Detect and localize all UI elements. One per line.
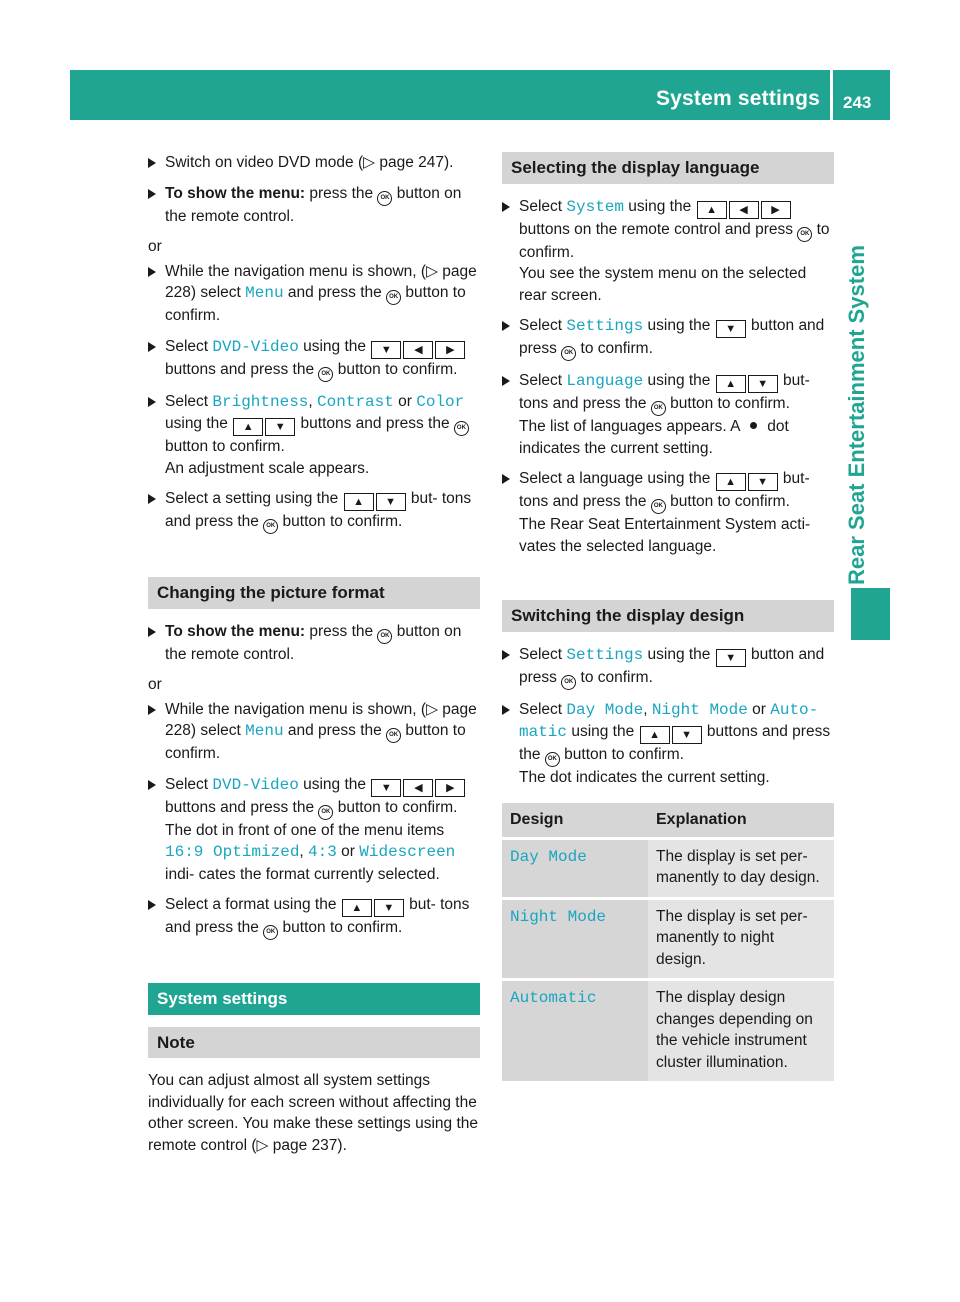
left-key-icon: ◀: [403, 341, 433, 359]
down-key-icon: ▼: [672, 726, 702, 744]
down-key-icon: ▼: [716, 320, 746, 338]
up-key-icon: ▲: [716, 473, 746, 491]
step: Select a setting using the ▲ ▼ but- tons and press the OK button to confirm.: [148, 488, 480, 534]
ok-button-icon: OK: [263, 925, 278, 940]
menu-item-ref: Menu: [245, 722, 284, 740]
up-key-icon: ▲: [233, 418, 263, 436]
page-title: System settings: [655, 87, 820, 110]
page-ref-arrow-icon: ▷: [426, 700, 438, 718]
down-key-icon: ▼: [371, 341, 401, 359]
step: Select DVD-Video using the ▼ ◀ ▶ buttons and press the OK button to confirm. The dot in front of one of the menu items 16:9 Optimized, 4:3 or Widescreen indi- cates the format currently selected.: [148, 774, 480, 886]
step: Select a format using the ▲ ▼ but- tons and press the OK button to confirm.: [148, 894, 480, 940]
ok-button-icon: OK: [318, 367, 333, 382]
design-explanation: The display design changes depending on the vehicle instrument cluster illumination.: [648, 981, 834, 1084]
step: Select Settings using the ▼ button and press OK to confirm.: [502, 644, 834, 690]
step: Select Language using the ▲ ▼ but- tons and press the OK button to confirm. The list of languages appears. A dot indicates the current setting.: [502, 370, 834, 459]
or-text: or: [148, 238, 162, 255]
menu-item-ref: DVD-Video: [212, 337, 299, 356]
design-option: Night Mode: [510, 907, 607, 926]
menu-item-ref: Widescreen: [359, 843, 456, 861]
page-ref-arrow-icon: ▷: [426, 262, 438, 280]
design-explanation: The display is set per- manently to day design.: [648, 840, 834, 900]
menu-item-ref: Menu: [245, 284, 284, 302]
menu-item-ref: Color: [416, 392, 465, 411]
right-key-icon: ▶: [435, 341, 465, 359]
step: Select a language using the ▲ ▼ but- tons and press the OK button to confirm. The Rear Seat Entertainment System acti- vates the selected language.: [502, 468, 834, 557]
table-header-row: [502, 803, 834, 840]
left-key-icon: ◀: [403, 779, 433, 797]
menu-item-ref: Auto- matic: [519, 700, 819, 741]
selection-dot-icon: [750, 422, 757, 429]
table-row: [502, 900, 834, 982]
design-option: Automatic: [510, 989, 597, 1007]
up-key-icon: ▲: [640, 726, 670, 744]
side-section-title: Rear Seat Entertainment System: [844, 245, 869, 585]
ok-button-icon: OK: [263, 519, 278, 534]
step: While the navigation menu is shown, (▷ page 228) select Menu and press the OK button to confirm.: [148, 261, 480, 327]
menu-item-ref: Language: [566, 372, 644, 390]
down-key-icon: ▼: [716, 649, 746, 667]
section-heading-picture-format: Changing the picture format: [148, 577, 480, 609]
down-key-icon: ▼: [265, 418, 295, 436]
section-heading-system-settings: System settings: [148, 983, 480, 1015]
header-divider: [830, 70, 833, 120]
menu-item-ref: DVD-Video: [212, 775, 299, 794]
step: While the navigation menu is shown, (▷ page 228) select Menu and press the OK button to confirm.: [148, 699, 480, 765]
menu-item-ref: Settings: [566, 645, 644, 664]
ok-button-icon: OK: [651, 499, 666, 514]
or-text: or: [148, 676, 162, 693]
right-key-icon: ▶: [435, 779, 465, 797]
side-tab-block: [851, 588, 890, 640]
ok-button-icon: OK: [377, 629, 392, 644]
up-key-icon: ▲: [342, 899, 372, 917]
section-heading-display-language: Selecting the display language: [502, 152, 834, 184]
up-key-icon: ▲: [697, 201, 727, 219]
step: Select System using the ▲ ◀ ▶ buttons on the remote control and press OK to confirm. You see the system menu on the selected rear screen.: [502, 196, 834, 307]
right-column: [502, 152, 834, 1084]
ok-button-icon: OK: [561, 346, 576, 361]
table-row: [502, 840, 834, 900]
ok-button-icon: OK: [454, 421, 469, 436]
ok-button-icon: OK: [386, 728, 401, 743]
design-table: [502, 803, 834, 1085]
menu-item-ref: Night Mode: [651, 700, 748, 719]
table-header-explanation: Explanation: [648, 803, 834, 840]
menu-item-ref: Settings: [566, 317, 644, 335]
step: To show the menu: press the OK button on the remote control.: [148, 183, 480, 228]
page-ref-arrow-icon: ▷: [363, 154, 376, 171]
step: To show the menu: press the OK button on the remote control.: [148, 621, 480, 666]
step: Select DVD-Video using the ▼ ◀ ▶ buttons and press the OK button to confirm.: [148, 336, 480, 382]
ok-button-icon: OK: [386, 290, 401, 305]
menu-item-ref: 4:3: [308, 843, 337, 861]
note-text: You can adjust almost all system settings individually for each screen without affecting the other screen. You make these settings using the remote control (▷ page 237).: [148, 1072, 479, 1154]
left-key-icon: ◀: [729, 201, 759, 219]
left-column: [148, 152, 480, 1166]
page-ref-arrow-icon: ▷: [256, 1136, 269, 1154]
step: Select Settings using the ▼ button and press OK to confirm.: [502, 315, 834, 361]
menu-item-ref: 16:9 Optimized: [165, 843, 300, 861]
right-key-icon: ▶: [761, 201, 791, 219]
menu-item-ref: Day Mode: [566, 700, 644, 719]
section-heading-display-design: Switching the display design: [502, 600, 834, 632]
ok-button-icon: OK: [545, 752, 560, 767]
menu-item-ref: Brightness: [212, 392, 309, 411]
ok-button-icon: OK: [377, 191, 392, 206]
down-key-icon: ▼: [374, 899, 404, 917]
table-header-design: Design: [502, 803, 648, 840]
step: Select Brightness, Contrast or Color using the ▲ ▼ buttons and press the OK button to confirm. An adjustment scale appears.: [148, 391, 480, 480]
down-key-icon: ▼: [748, 473, 778, 491]
table-row: [502, 981, 834, 1084]
design-option: Day Mode: [510, 847, 587, 866]
step: Switch on video DVD mode (▷ page 247).: [148, 152, 480, 174]
menu-item-ref: Contrast: [317, 392, 394, 411]
note-heading: Note: [148, 1027, 480, 1059]
down-key-icon: ▼: [748, 375, 778, 393]
up-key-icon: ▲: [344, 493, 374, 511]
menu-item-ref: System: [566, 197, 624, 216]
ok-button-icon: OK: [797, 227, 812, 242]
step: Select Day Mode, Night Mode or Auto- matic using the ▲ ▼ buttons and press the OK button to confirm. The dot indicates the current setting.: [502, 699, 834, 789]
design-explanation: The display is set per- manently to night design.: [648, 900, 834, 982]
ok-button-icon: OK: [561, 675, 576, 690]
up-key-icon: ▲: [716, 375, 746, 393]
ok-button-icon: OK: [318, 805, 333, 820]
down-key-icon: ▼: [371, 779, 401, 797]
down-key-icon: ▼: [376, 493, 406, 511]
page-number: 243: [843, 93, 872, 112]
ok-button-icon: OK: [651, 401, 666, 416]
